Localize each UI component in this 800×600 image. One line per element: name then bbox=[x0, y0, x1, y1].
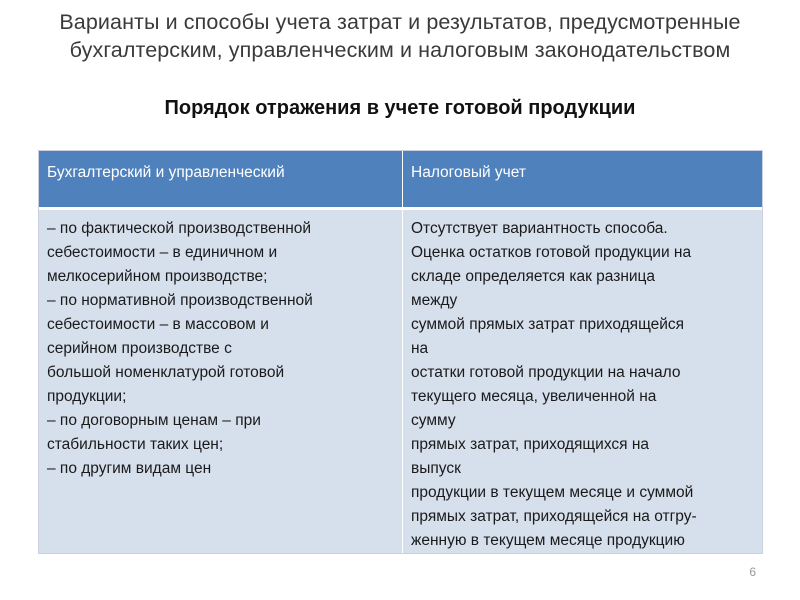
header-cell-tax: Налоговый учет bbox=[411, 164, 526, 181]
left-line: мелкосерийном производстве; bbox=[47, 268, 268, 285]
comparison-table bbox=[38, 150, 763, 554]
left-line: – по другим видам цен bbox=[47, 460, 212, 477]
right-line: складе определяется как разница bbox=[411, 268, 656, 285]
right-line: Отсутствует вариантность способа. bbox=[411, 220, 668, 237]
left-line: серийном производстве с bbox=[47, 340, 232, 357]
table-header-row bbox=[39, 151, 762, 207]
right-line: суммой прямых затрат приходящейся bbox=[411, 316, 685, 333]
left-line: – по договорным ценам – при bbox=[47, 412, 261, 429]
slide-title-line-2: бухгалтерским, управленческим и налоговым законодательством bbox=[69, 38, 731, 62]
header-cell-accounting: Бухгалтерский и управленческий bbox=[39, 151, 403, 207]
slide-title bbox=[0, 8, 800, 64]
left-line: – по нормативной производственной bbox=[47, 292, 313, 309]
right-line: прямых затрат, приходящейся на отгру- bbox=[411, 508, 697, 525]
right-line: выпуск bbox=[411, 460, 461, 477]
right-line: сумму bbox=[411, 412, 456, 429]
right-line: остатки готовой продукции на начало bbox=[411, 364, 681, 381]
body-cell-tax bbox=[403, 210, 762, 553]
right-line: на bbox=[411, 340, 429, 357]
slide-title-line-1: Варианты и способы учета затрат и результатов, предусмотренные bbox=[59, 10, 741, 34]
right-line: Оценка остатков готовой продукции на bbox=[411, 244, 692, 261]
page-number: 6 bbox=[749, 565, 756, 579]
right-line: продукции в текущем месяце и суммой bbox=[411, 484, 694, 501]
left-line: – по фактической производственной bbox=[47, 220, 312, 237]
left-line: себестоимости – в массовом и bbox=[47, 316, 269, 333]
left-line: себестоимости – в единичном и bbox=[47, 244, 278, 261]
left-line: стабильности таких цен; bbox=[47, 436, 224, 453]
slide-subtitle: Порядок отражения в учете готовой продукции bbox=[164, 97, 636, 119]
right-line: текущего месяца, увеличенной на bbox=[411, 388, 657, 405]
table-body-row bbox=[39, 210, 762, 553]
left-line: большой номенклатурой готовой bbox=[47, 364, 285, 381]
body-cell-accounting bbox=[39, 210, 403, 553]
left-line: продукции; bbox=[47, 388, 127, 405]
right-line: женную в текущем месяце продукцию bbox=[411, 532, 685, 549]
right-line: прямых затрат, приходящихся на bbox=[411, 436, 650, 453]
right-line: между bbox=[411, 292, 458, 309]
